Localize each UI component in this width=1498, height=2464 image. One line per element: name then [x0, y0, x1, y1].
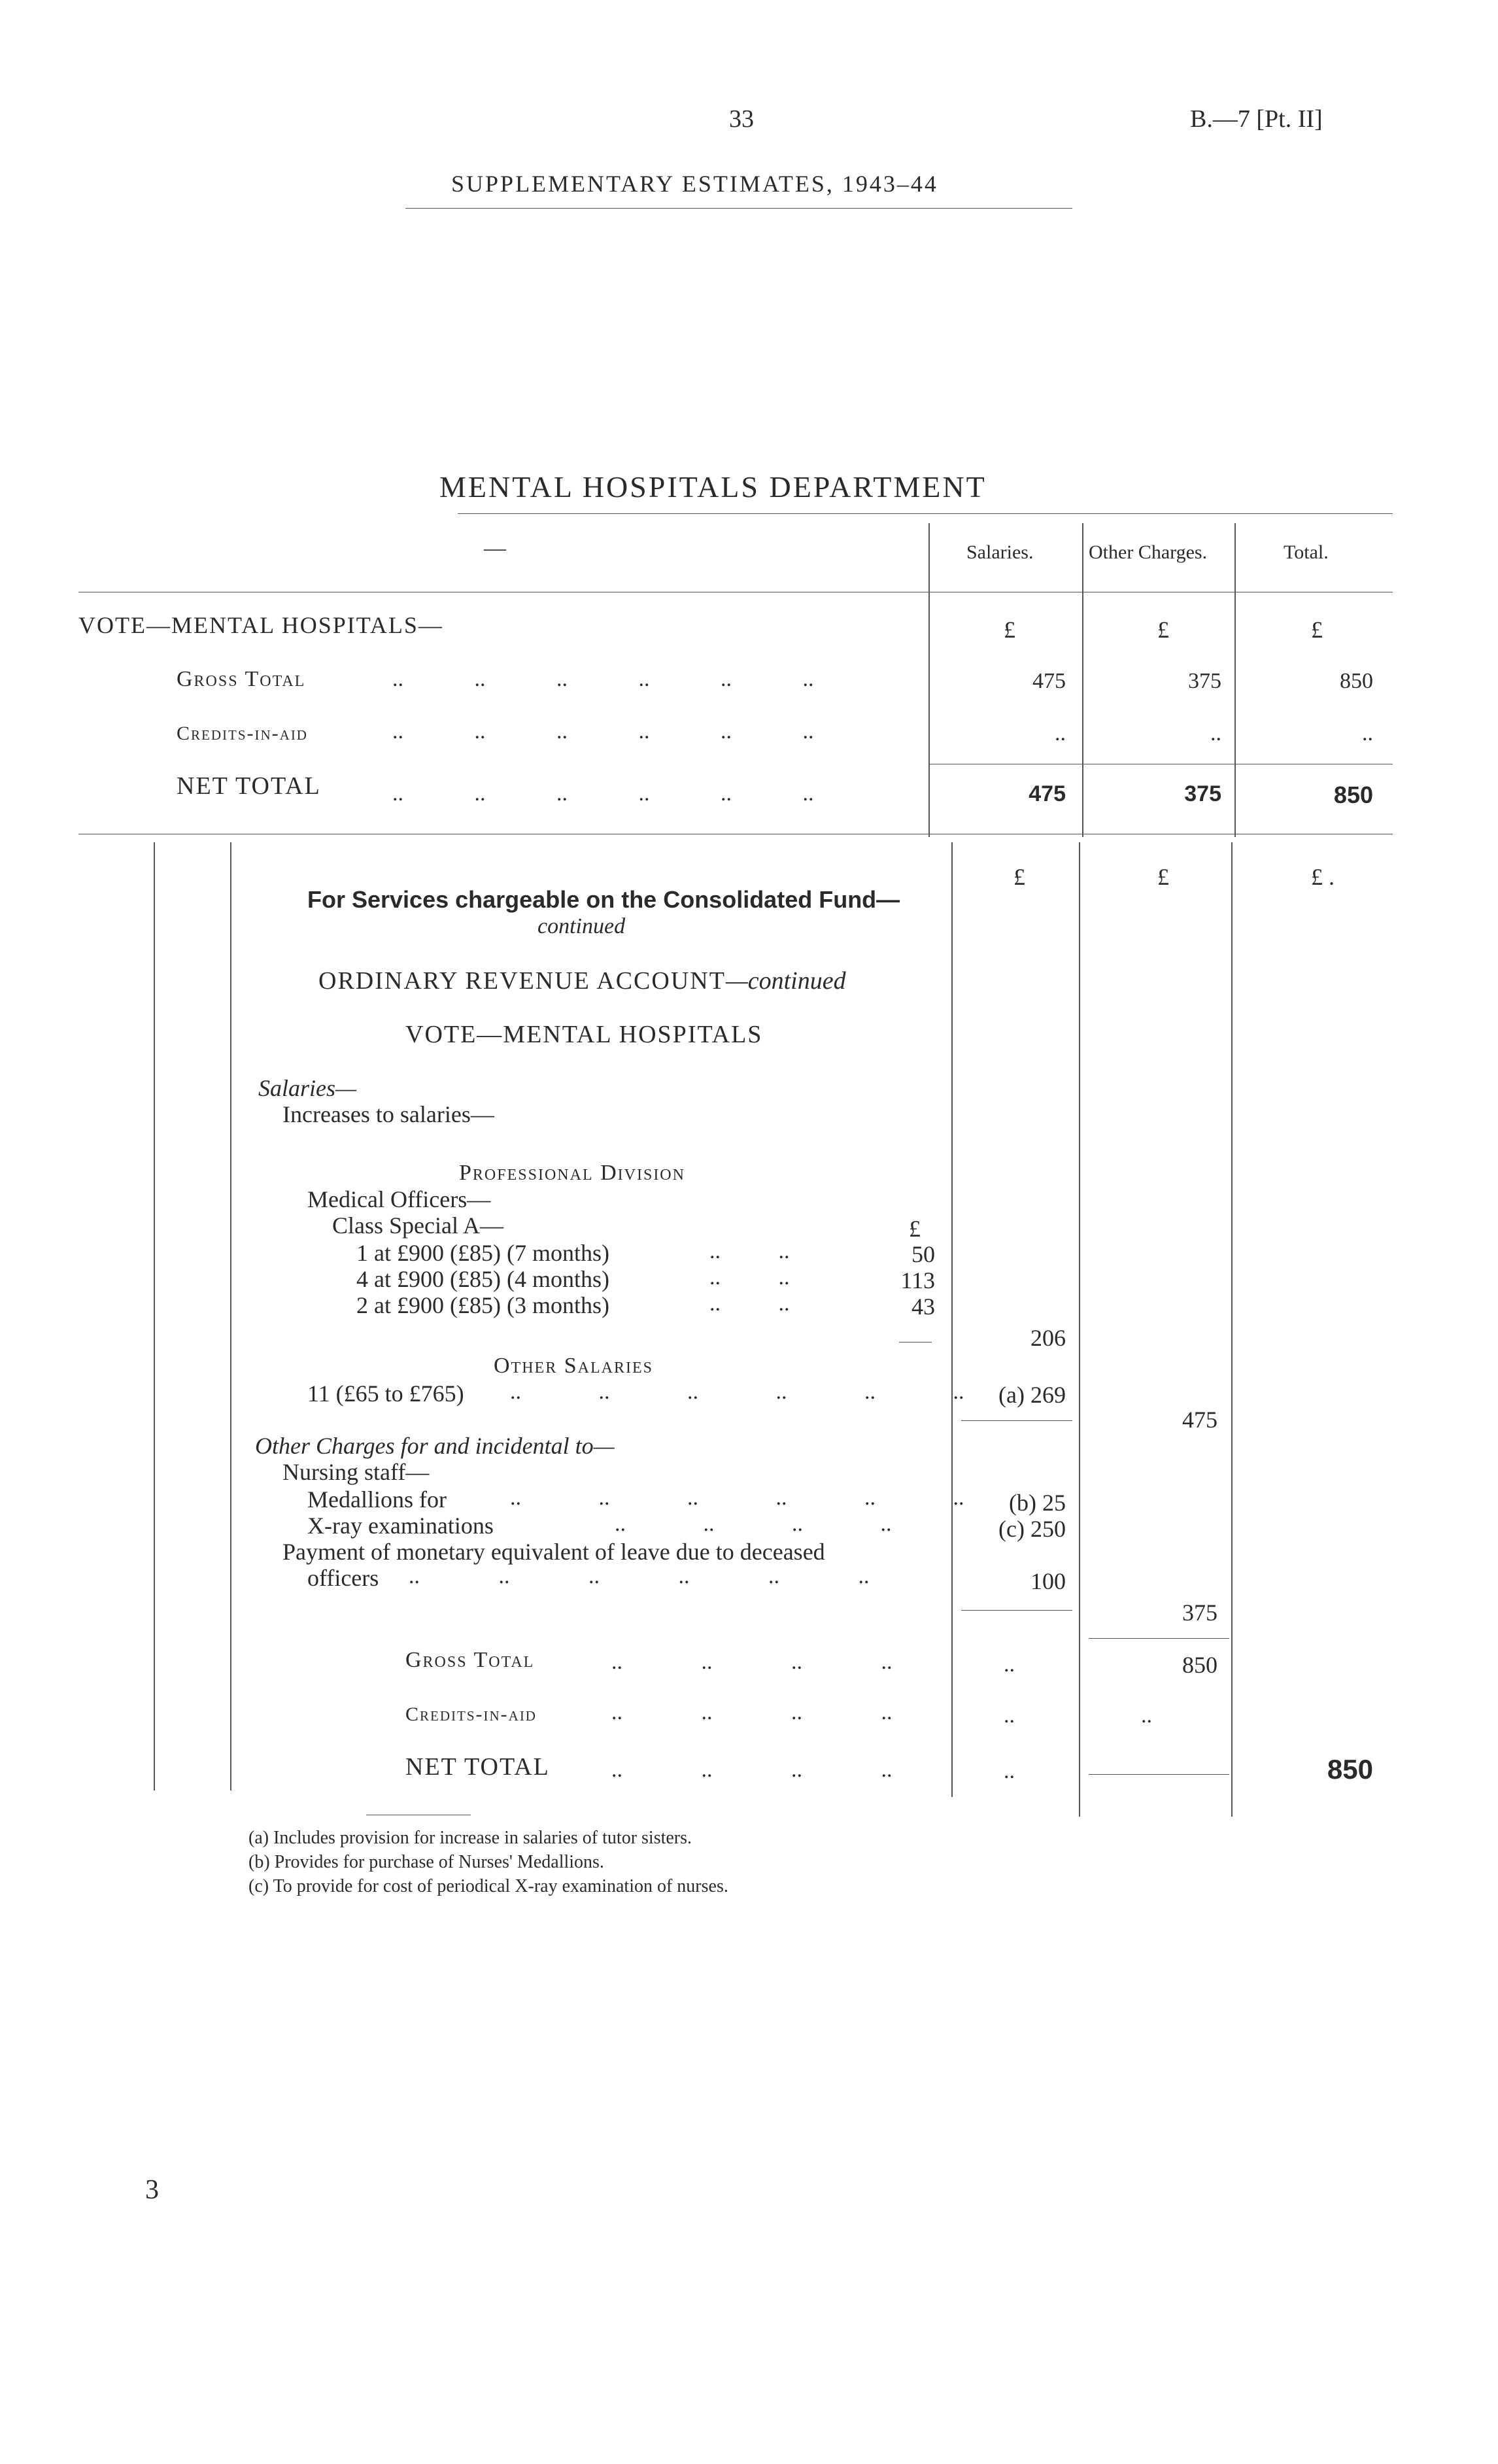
medallions-amount: (b) 25 — [1009, 1490, 1066, 1516]
detail-col-divider-2 — [1079, 842, 1080, 1817]
item-1-dots: .. .. — [709, 1239, 790, 1263]
summary-top-rule — [458, 513, 1393, 514]
summary-blank-header: — — [484, 536, 506, 560]
item-2-label: 4 at £900 (£85) (4 months) — [356, 1266, 609, 1292]
summary-net-salaries: 475 — [1029, 781, 1066, 806]
medical-officers-label: Medical Officers— — [307, 1186, 491, 1212]
summary-gross-total: 850 — [1340, 669, 1373, 693]
other-salaries-amount: (a) 269 — [998, 1382, 1066, 1408]
credits-other-dots: .. — [1141, 1703, 1152, 1728]
footer-page-number: 3 — [145, 2175, 159, 2205]
department-heading: MENTAL HOSPITALS DEPARTMENT — [439, 470, 987, 504]
other-salaries-heading: Other Salaries — [494, 1354, 653, 1378]
total-header: Total. — [1284, 541, 1329, 563]
net-total-dots: .. .. .. .. — [611, 1758, 893, 1782]
payment-dots: .. .. .. .. .. .. — [409, 1564, 870, 1588]
currency-other: £ — [1157, 617, 1169, 643]
summary-credits-total: .. — [1362, 721, 1373, 745]
page-number: 33 — [729, 105, 754, 133]
vote-heading: VOTE—MENTAL HOSPITALS — [405, 1021, 763, 1048]
payment-amount: 100 — [1030, 1568, 1066, 1594]
credits-label: Credits-in-aid — [405, 1703, 537, 1725]
xray-dots: .. .. .. .. — [615, 1512, 892, 1536]
summary-net-total-label: NET TOTAL — [177, 772, 321, 800]
account-name: ORDINARY REVENUE ACCOUNT — [318, 967, 726, 995]
other-charges-header: Other Charges. — [1089, 541, 1208, 563]
account-heading — [318, 967, 846, 995]
other-charges-rule — [961, 1610, 1072, 1611]
medallions-dots: .. .. .. .. .. .. — [510, 1486, 964, 1510]
xray-amount: (c) 250 — [998, 1516, 1066, 1542]
salaries-label: Salaries— — [258, 1075, 357, 1101]
subtotal-rule — [899, 1342, 932, 1343]
other-salaries-dots: .. .. .. .. .. .. — [510, 1380, 964, 1404]
footnote-b: (b) Provides for purchase of Nurses' Medallions. — [248, 1852, 604, 1872]
footnote-c: (c) To provide for cost of periodical X-ray examination of nurses. — [248, 1876, 728, 1896]
xray-label: X-ray examinations — [307, 1513, 494, 1539]
salaries-total: 475 — [1182, 1407, 1217, 1433]
detail-currency-salaries: £ — [1013, 864, 1025, 890]
document-reference: B.—7 [Pt. II] — [1190, 105, 1323, 133]
summary-net-total: 850 — [1333, 781, 1373, 808]
class-special-currency: £ — [909, 1216, 921, 1242]
vote-label: VOTE—MENTAL HOSPITALS— — [78, 612, 443, 638]
net-total-rule — [1089, 1774, 1229, 1775]
payment-label-line-2: officers — [307, 1565, 379, 1591]
gross-total-dots: .. .. .. .. — [611, 1650, 893, 1674]
nursing-staff-label: Nursing staff— — [282, 1459, 430, 1485]
class-special-label: Class Special A— — [332, 1212, 503, 1239]
summary-credits-other: .. — [1210, 721, 1221, 745]
detail-col-divider-3 — [1231, 842, 1233, 1817]
gross-total-rule — [1089, 1638, 1229, 1639]
summary-credits-dots: .. .. .. .. .. .. — [392, 719, 814, 744]
credits-dots: .. .. .. .. — [611, 1700, 893, 1724]
item-3-label: 2 at £900 (£85) (3 months) — [356, 1292, 609, 1318]
credits-salaries-dots: .. — [1004, 1703, 1015, 1728]
footnote-a: (a) Includes provision for increase in salaries of tutor sisters. — [248, 1828, 692, 1848]
detail-currency-total: £ . — [1311, 864, 1335, 890]
net-total-label: NET TOTAL — [405, 1753, 550, 1781]
item-2-amount: 113 — [900, 1267, 935, 1293]
payment-label-line-1: Payment of monetary equivalent of leave due to deceased — [282, 1539, 825, 1565]
summary-col-divider-1 — [928, 523, 930, 837]
gross-total-label: Gross Total — [405, 1648, 535, 1672]
net-salaries-dots: .. — [1004, 1759, 1015, 1783]
medallions-label: Medallions for — [307, 1486, 447, 1513]
detail-currency-other: £ — [1157, 864, 1169, 890]
summary-net-dots: .. .. .. .. .. .. — [392, 781, 814, 806]
consolidated-fund-continued: continued — [537, 914, 626, 938]
increases-label: Increases to salaries— — [282, 1101, 494, 1127]
currency-total: £ — [1311, 617, 1323, 643]
detail-left-border-inner — [230, 842, 231, 1790]
detail-left-border-outer — [154, 842, 155, 1790]
other-salaries-item: 11 (£65 to £765) — [307, 1380, 464, 1407]
summary-gross-dots: .. .. .. .. .. .. — [392, 667, 814, 691]
item-2-dots: .. .. — [709, 1265, 790, 1290]
item-1-amount: 50 — [911, 1241, 935, 1267]
summary-col-divider-2 — [1082, 523, 1083, 837]
gross-total-salaries-dots: .. — [1004, 1652, 1015, 1677]
title-rule — [405, 208, 1072, 209]
detail-col-divider-1 — [951, 842, 953, 1797]
other-charges-total: 375 — [1182, 1600, 1217, 1626]
summary-credits-label: Credits-in-aid — [177, 723, 308, 744]
salaries-header: Salaries. — [966, 541, 1034, 563]
summary-net-other: 375 — [1184, 781, 1221, 806]
salaries-total-rule — [961, 1420, 1072, 1421]
summary-gross-other: 375 — [1188, 669, 1221, 693]
currency-salaries: £ — [1004, 617, 1015, 643]
page-title: SUPPLEMENTARY ESTIMATES, 1943–44 — [451, 171, 938, 197]
summary-gross-total-label: Gross Total — [177, 667, 306, 691]
summary-gross-salaries: 475 — [1032, 669, 1066, 693]
summary-credits-salaries: .. — [1055, 721, 1066, 745]
gross-total-value: 850 — [1182, 1652, 1217, 1678]
item-3-dots: .. .. — [709, 1292, 790, 1316]
item-3-amount: 43 — [911, 1293, 935, 1320]
professional-division-total: 206 — [1030, 1325, 1066, 1351]
account-continued: —continued — [725, 967, 846, 995]
item-1-label: 1 at £900 (£85) (7 months) — [356, 1240, 609, 1266]
other-charges-label: Other Charges for and incidental to— — [255, 1433, 615, 1459]
summary-col-divider-3 — [1234, 523, 1236, 837]
consolidated-fund-heading: For Services chargeable on the Consolidated Fund— — [307, 886, 900, 913]
professional-division-heading: Professional Division — [459, 1161, 685, 1185]
net-total-value: 850 — [1327, 1754, 1373, 1785]
